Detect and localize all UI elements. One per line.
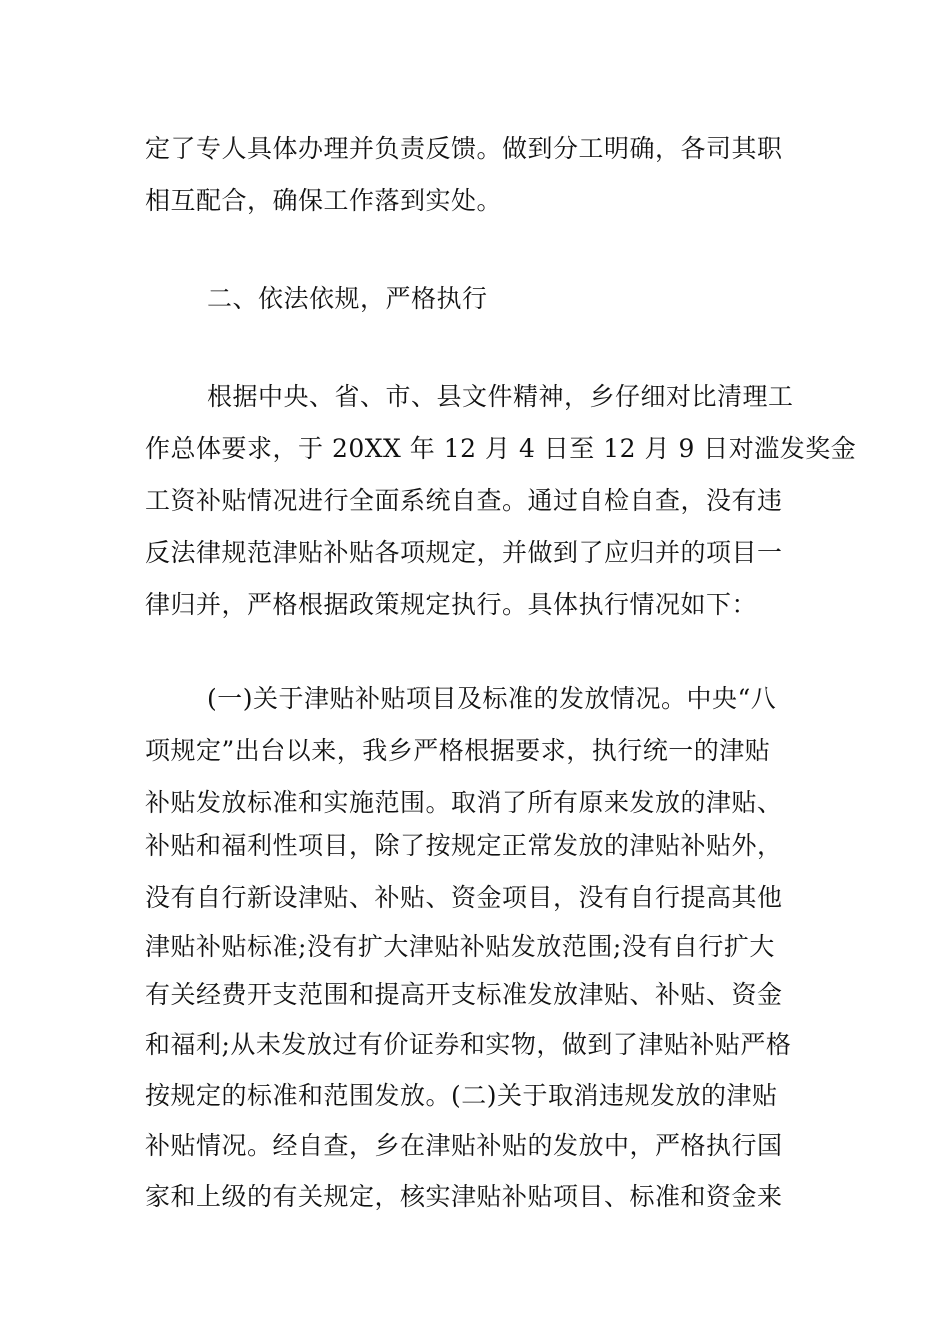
text-line: 补贴和福利性项目，除了按规定正常发放的津贴补贴外， (145, 831, 783, 860)
text-line: 定了专人具体办理并负责反馈。做到分工明确，各司其职 (145, 134, 783, 163)
section-heading-text: 二、依法依规，严格执行 (207, 284, 488, 313)
text-line: 相互配合，确保工作落到实处。 (145, 186, 503, 215)
text-line: 有关经费开支范围和提高开支标准发放津贴、补贴、资金 (145, 980, 783, 1009)
text-line: 津贴补贴标准;没有扩大津贴补贴发放范围;没有自行扩大 (145, 932, 775, 961)
text-line: 律归并，严格根据政策规定执行。具体执行情况如下： (145, 590, 758, 619)
text-line: 没有自行新设津贴、补贴、资金项目，没有自行提高其他 (145, 883, 783, 912)
text-line: 和福利;从未发放过有价证券和实物，做到了津贴补贴严格 (145, 1030, 792, 1059)
text-line: 反法律规范津贴补贴各项规定，并做到了应归并的项目一 (145, 538, 783, 567)
text-line: 家和上级的有关规定，核实津贴补贴项目、标准和资金来 (145, 1182, 783, 1211)
text-line: 作总体要求，于 20XX 年 12 月 4 日至 12 月 9 日对滥发奖金 (145, 434, 857, 463)
text-line: 补贴发放标准和实施范围。取消了所有原来发放的津贴、 (145, 788, 783, 817)
text-line: 项规定”出台以来，我乡严格根据要求，执行统一的津贴 (145, 736, 771, 765)
text-line: 工资补贴情况进行全面系统自查。通过自检自查，没有违 (145, 486, 783, 515)
text-line: (一)关于津贴补贴项目及标准的发放情况。中央“八 (207, 684, 777, 713)
text-line: 补贴情况。经自查，乡在津贴补贴的发放中，严格执行国 (145, 1131, 783, 1160)
text-line: 按规定的标准和范围发放。(二)关于取消违规发放的津贴 (145, 1081, 778, 1110)
text-line: 根据中央、省、市、县文件精神，乡仔细对比清理工 (207, 382, 794, 411)
